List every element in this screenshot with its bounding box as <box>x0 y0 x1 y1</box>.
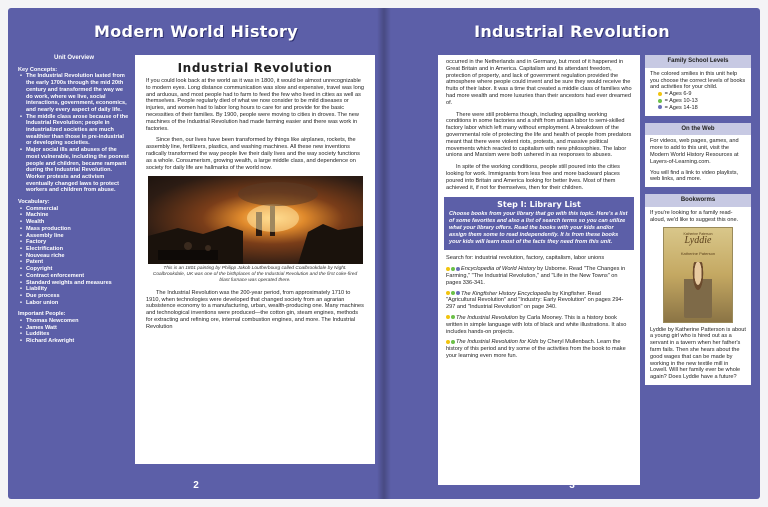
key-concept-item: • The middle class arose because of the Industrial Revolution; people in industrialized societies are much wealthier than those in pre-industrial or developing societies. <box>20 114 130 148</box>
book-title: Encyclopedia of World History <box>461 266 536 273</box>
level-label: = Ages 10-13 <box>664 97 698 104</box>
person-item: • Thomas Newcomen <box>20 318 130 325</box>
body-paragraph: occurred in the Netherlands and in Germany, but most of it happened in Great Britain and in America. Capitalism and its attendant freedom, protection of property, and lack of government regulation provided the atmosphere where people could invent and be sure they would receive the fruits of their labor. It was a time that created a middle class of families who had more wealth and more luxuries than their ancestors had ever dreamed of. <box>446 59 632 106</box>
important-people-list <box>18 318 130 345</box>
age-level-dot-icon <box>451 315 455 319</box>
painting-illustration <box>148 176 363 264</box>
section-title: Industrial Revolution <box>177 61 333 75</box>
bookworms-description: Lyddie by Katherine Patterson is about a young girl who is hired out as a servant in a tavern when her father's farm fails. Then she hears about the good wages that can be made by working in the new textile mill in Lowell. Will her family ever be whole again? Does Lyddie have a future? <box>650 326 746 381</box>
key-concept-item: • Major social ills and abuses of the most vulnerable, including the poorest people and children, became rampant during the Industrial Revolution. Worker protests and activism eventually changed laws to protect workers and children from abuse. <box>20 147 130 194</box>
on-web-heading: On the Web <box>645 123 751 136</box>
vocab-item: • Wealth <box>20 219 130 226</box>
age-level-dot-icon <box>451 291 455 295</box>
key-concepts-list <box>18 73 130 194</box>
unit-overview-sidebar <box>18 55 130 464</box>
right-sidebar <box>645 55 751 392</box>
book-title: The Kingfisher History Encyclopedia <box>461 290 551 297</box>
family-levels-intro: The colored smilies in this unit help you choose the correct levels of books and activities for your child. <box>650 70 746 91</box>
bookworms-intro: If you're looking for a family read-aloud, we'd like to suggest this one. <box>650 209 739 223</box>
cover-author: Katherine Paterson <box>680 250 716 256</box>
vocab-item: • Contract enforcement <box>20 273 130 280</box>
age-level-dot-icon <box>658 99 662 103</box>
on-web-body-2: You will find a link to video playlists, web links, and more. <box>650 169 739 183</box>
vocab-item: • Factory <box>20 239 130 246</box>
age-level-dot-icon <box>446 291 450 295</box>
book-gutter <box>377 8 391 499</box>
important-people-heading: Important People: <box>18 311 66 318</box>
vocab-item: • Commercial <box>20 206 130 213</box>
body-paragraph: Since then, our lives have been transformed by things like airplanes, rockets, the assembly line, fertilizers, plastics, and washing machines. All these new inventions radically transformed the way people live their daily lives and the way society functions as a whole. Consumerism, growing wealth, a large middle class, and dependence on society for daily life are hallmarks of the world now. <box>146 137 360 171</box>
step-library-list-box <box>444 197 634 250</box>
body-paragraph: In spite of the working conditions, people still poured into the cities looking for work. Immigrants from less free and more backward places poured into Britain and America looking for better lives. Most of them achieved it, if not for themselves, then for their children. <box>446 164 620 191</box>
family-school-levels-box <box>645 55 751 116</box>
key-concepts-heading: Key Concepts: <box>18 66 58 73</box>
on-the-web-box <box>645 123 751 188</box>
cover-top-text: Katherine Paterson <box>683 231 713 236</box>
vocab-item: • Liability <box>20 286 130 293</box>
bookworms-box <box>645 194 751 385</box>
vocab-item: • Due process <box>20 293 130 300</box>
book-title: The Industrial Revolution <box>456 314 518 321</box>
coalbrookdale-painting <box>148 176 363 264</box>
age-level-dot-icon <box>658 105 662 109</box>
book-entry <box>446 266 632 286</box>
intro-paragraph: If you could look back at the world as it was in 1800, it would be almost unrecognizable to modern eyes. Long distance communication was slow and expensive, travel was long and arduous, and most people had to farm to feed the few who lived in cities as well as themselves. People regularly died of what we now consider to be mild diseases or injuries, and women had to labor long hours to care for and provide for the basic necessities of their families. By 1900, people were moving to cities in droves. The new machines of the Industrial Revolution had made farming easier and there was work in factories. <box>146 78 364 132</box>
vocab-item: • Machine <box>20 212 130 219</box>
age-level-dot-icon <box>451 267 455 271</box>
right-main-content <box>438 55 640 485</box>
person-item: • James Watt <box>20 325 130 332</box>
step-instructions: Choose books from your library that go with this topic. Here's a list of some favorites and also a list of search terms so you can utilize what your library offers. Read the books with your kids and/or assign them some to read independently. It is from these books your kids will learn most of the facts they need from this unit. <box>449 211 628 245</box>
book-entry <box>446 315 632 335</box>
vocabulary-heading: Vocabulary: <box>18 199 50 206</box>
person-item: • Richard Arkwright <box>20 338 130 345</box>
book-spread <box>8 8 760 499</box>
level-label: = Ages 6-9 <box>664 91 692 98</box>
age-level-dot-icon <box>446 315 450 319</box>
age-level-dot-icon <box>446 267 450 271</box>
age-level-dot-icon <box>456 267 460 271</box>
level-row <box>650 105 746 112</box>
left-main-content <box>135 55 375 464</box>
vocab-item: • Electrification <box>20 246 130 253</box>
vocab-item: • Mass production <box>20 226 130 233</box>
book-description: by Kingfisher. Read "Agricultural Revolution" and "Industry: Early Revolution" on pages 294-297 and "Industrial Revolution" on page 340. <box>446 290 624 311</box>
body-paragraph: There were still problems though, including appalling working conditions in some factories and a shift from artisan labor to semi-skilled factory labor which left many without employment. A breakdown of the governmental role of protecting the life and health of people from predators meant that there were violent riots, protests, and massive political movements which reacted to capitalism with new philosophies. The labor unions and Marxism were both ushered in as responses to abuses. <box>446 111 632 159</box>
age-level-dot-icon <box>658 92 662 96</box>
vocabulary-list <box>18 206 130 307</box>
vocab-item: • Assembly line <box>20 233 130 240</box>
painting-caption: This is an 1801 painting by Philipp Jakob Loutherbourg called Coalbrookdale by Night. Coalbrookdale, UK was one of the birthplaces of the Industrial Revolution and the first coke-fired blast furnace was operated there. <box>152 266 358 283</box>
level-row <box>650 91 746 98</box>
page-number: 2 <box>193 480 199 491</box>
on-web-body: For videos, web pages, games, and more to add to this unit, visit the Modern World History Resources at Layers-of-Learning.com. <box>650 138 739 165</box>
age-level-dot-icon <box>446 340 450 344</box>
bookworms-heading: Bookworms <box>645 194 751 207</box>
body-paragraph: The Industrial Revolution was the 200-year period, from approximately 1710 to 1910, when technologies were developed that changed society from an agrarian subsistence economy to a manufacturing, urban, wealth-producing one. Many machines and technological inventions were produced—the cotton gin, steam engines, methods for extracting and refining ore, internal combustion engines, and more. The Industrial Revolution <box>146 289 364 330</box>
vocab-item: • Nouveau riche <box>20 253 130 260</box>
book-entry <box>446 339 632 359</box>
left-page <box>8 8 384 499</box>
vocab-item: • Standard weights and measures <box>20 280 130 287</box>
key-concept-item: • The Industrial Revolution lasted from the early 1700s through the mid 20th century and transformed the way we do work, where we live, social interactions, government, economics, and nearly every aspect of daily life. <box>20 73 130 113</box>
right-page <box>384 8 760 499</box>
book-description: by Usborne. Read "The Changes in Farming," "The Industrial Revolution," and "Life in the New Towns" on pages 336-341. <box>446 266 626 286</box>
person-item: • Luddites <box>20 331 130 338</box>
search-terms: Search for: industrial revolution, factory, capitalism, labor unions <box>446 255 605 262</box>
left-page-header: Modern World History <box>94 22 298 41</box>
level-row <box>650 98 746 105</box>
age-level-dot-icon <box>456 291 460 295</box>
vocab-item: • Copyright <box>20 266 130 273</box>
vocab-item: • Labor union <box>20 300 130 307</box>
book-title: The Industrial Revolution for Kids <box>456 339 539 346</box>
page-number: 3 <box>569 480 575 491</box>
cover-title: Lyddie <box>684 234 712 246</box>
cover-girl-figure <box>684 262 712 318</box>
book-entry <box>446 291 632 311</box>
book-description: by Carla Mooney. This is a history book written in simple language with lots of black and white illustrations. It also includes hands-on projects. <box>446 314 627 335</box>
level-label: = Ages 14-18 <box>664 104 698 111</box>
family-levels-heading: Family School Levels <box>645 55 751 68</box>
unit-overview-title: Unit Overview <box>53 55 94 61</box>
vocab-item: • Patent <box>20 259 130 266</box>
lyddie-book-cover <box>663 227 733 323</box>
right-page-header: Industrial Revolution <box>474 22 670 41</box>
step-title: Step I: Library List <box>497 200 581 210</box>
book-description: by Cheryl Mullenbach. Learn the history of this period and try some of the activities from the book to make your learning even more fun. <box>446 339 626 359</box>
age-level-dot-icon <box>451 340 455 344</box>
